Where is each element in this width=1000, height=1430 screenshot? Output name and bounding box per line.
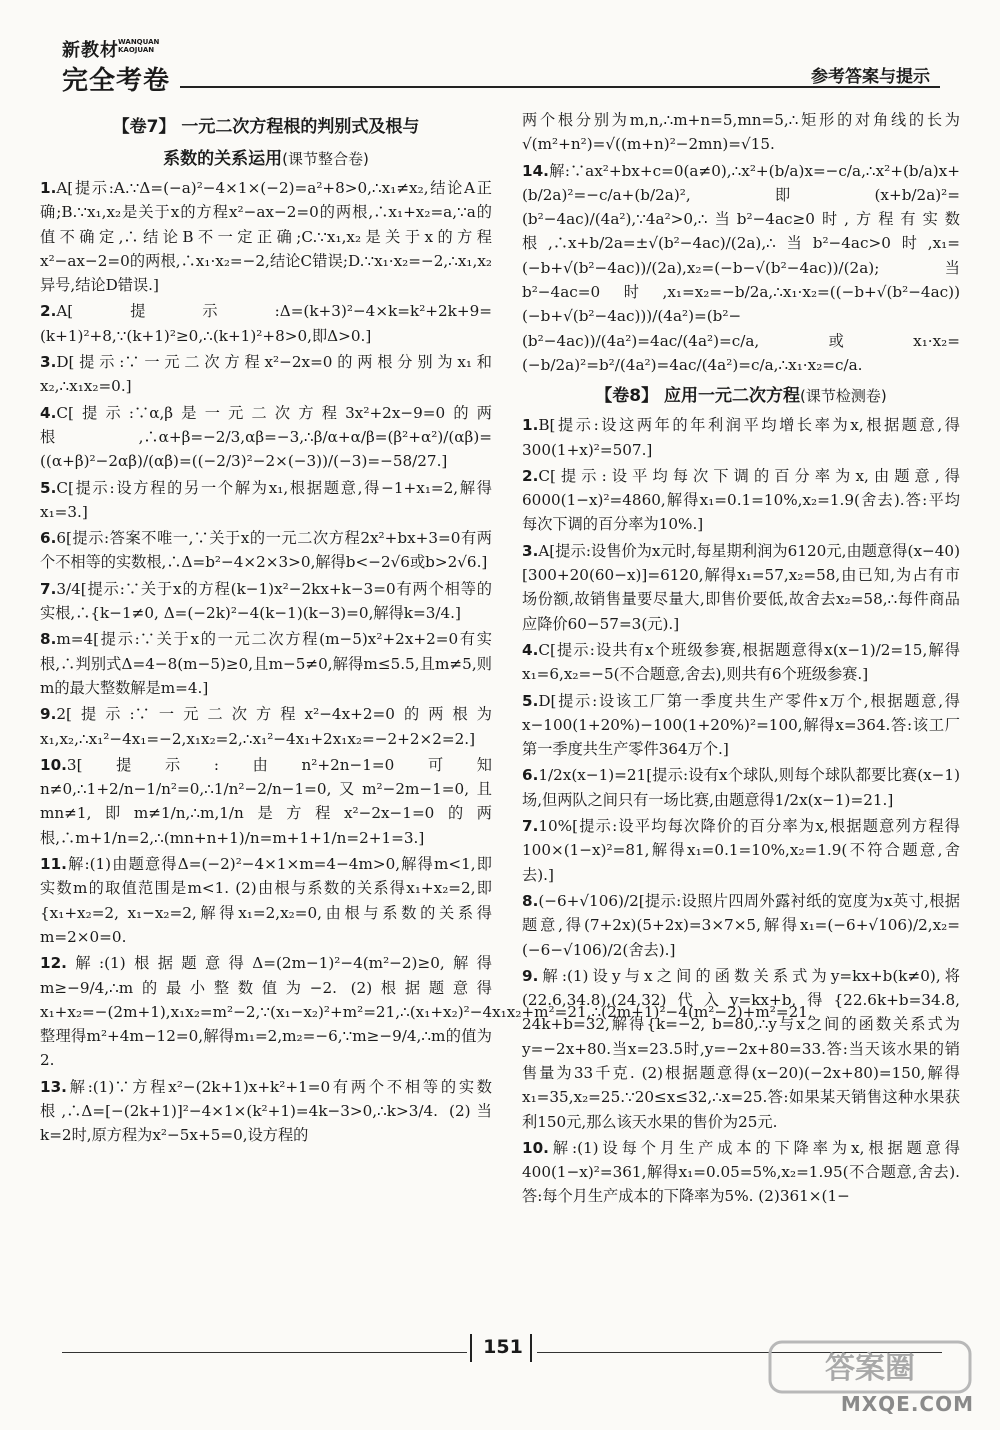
- answer-text: 解:(1)设y与x之间的函数关系式为y=kx+b(k≠0),将(22.6,34.8),(24,32)代入y=kx+b,得{22.6k+b=34.8, 24k+b=32,解得{k=−2, b=80,∴y与x之间的函数关系式为y=−2x+80.当x=23.5时,y=−2x+80=33.答:当天该水果的销售量为33千克. (2)根据题意得(x−20)(−2x+80)=150,解得x₁=35,x₂=25.∵20≤x≤32,∴x=25.答:如果某天销售这种水果获利150元,那么该天水果的售价为25元.: [522, 966, 960, 1131]
- answer-number: 8.: [522, 891, 539, 910]
- right-items-a: [522, 108, 960, 377]
- answer-item: [40, 476, 492, 525]
- answer-item: [40, 951, 813, 1072]
- answer-number: 5.: [522, 691, 539, 710]
- answer-text: 2[提示:∵一元二次方程x²−4x+2=0的两根为x₁,x₂,∴x₁²−4x₁=−2,x₁x₂=2,∴x₁²−4x₁+2x₁x₂=−2+2×2=2.]: [40, 705, 492, 748]
- answer-item: [522, 964, 960, 1134]
- footer-bar-right: [530, 1334, 532, 1362]
- page-header: [0, 0, 1000, 100]
- answer-number: 4.: [40, 403, 57, 422]
- answer-item: [522, 889, 960, 962]
- answer-number: 6.: [522, 766, 539, 785]
- answer-text: C[提示:∵α,β是一元二次方程3x²+2x−9=0的两根,∴α+β=−2/3,αβ=−3,∴β/α+α/β=(β²+α²)/(αβ)=((α+β)²−2αβ)/(αβ)=((−2/3)²−2×(−3))/(−3)=−58/27.]: [40, 403, 492, 471]
- answer-number: 7.: [522, 817, 539, 836]
- answer-text: 10%[提示:设平均每次降价的百分率为x,根据题意列方程得100×(1−x)²=81,解得x₁=0.1=10%,x₂=1.9(不符合题意,舍去).]: [522, 817, 960, 884]
- answer-item: [40, 1075, 492, 1148]
- answer-item: [522, 413, 960, 462]
- answer-text: C[提示:设共有x个班级参赛,根据题意得x(x−1)/2=15,解得x₁=6,x₂=−5(不合题意,舍去),则共有6个班级参赛.]: [522, 640, 960, 684]
- answer-number: 3.: [40, 353, 57, 372]
- section-title-7-line2: [40, 144, 492, 174]
- answer-item: [40, 702, 492, 751]
- answer-number: 10.: [522, 1138, 549, 1157]
- answer-item: [522, 108, 960, 157]
- answer-item: [40, 350, 492, 399]
- answer-item: [522, 814, 960, 887]
- brand-pinyin: [118, 38, 159, 54]
- answer-text: 解:(1)设每个月生产成本的下降率为x,根据题意得400(1−x)²=361,解得x₁=0.05=5%,x₂=1.95(不合题意,舍去).答:每个月生产成本的下降率为5%. (2)361×(1−: [522, 1138, 960, 1206]
- footer-rule-left: [62, 1352, 467, 1353]
- section-title-7-sub: (课节整合卷): [282, 150, 369, 168]
- answer-item: [522, 464, 960, 537]
- answer-item: [40, 526, 492, 575]
- header-section-title: 参考答案与提示: [811, 67, 930, 87]
- answer-text: B[提示:设这两年的年利润平均增长率为x,根据题意,得300(1+x)²=507.]: [522, 416, 960, 459]
- answer-text: 1/2x(x−1)=21[提示:设有x个球队,则每个球队都要比赛(x−1)场,但两队之间只有一场比赛,由题意得1/2x(x−1)=21.]: [522, 766, 960, 809]
- footer-bar-left: [470, 1334, 472, 1362]
- page-number: 151: [483, 1336, 523, 1358]
- watermark-text: MXQE.COM: [840, 1392, 974, 1416]
- section-title-8-main: 【卷8】 应用一元二次方程: [595, 386, 801, 407]
- answer-text: C[提示:设方程的另一个解为x₁,根据题意,得−1+x₁=2,解得x₁=3.]: [40, 478, 492, 521]
- brand-logo: 完全考卷: [62, 66, 171, 96]
- answer-text: 解:∵ax²+bx+c=0(a≠0),∴x²+(b/a)x=−c/a,∴x²+(b/a)x+(b/2a)²=−c/a+(b/2a)²,即(x+b/2a)²=(b²−4ac)/(4a²),∵4a²>0,∴当b²−4ac≥0时,方程有实数根,∴x+b/2a=±√(b²−4ac)/(2a),∴当b²−4ac>0时,x₁=(−b+√(b²−4ac))/(2a),x₂=(−b−√(b²−4ac))/(2a);当b²−4ac=0时,x₁=x₂=−b/2a,∴x₁·x₂=((−b+√(b²−4ac))(−b+√(b²−4ac)))/(4a²)=(b²−(b²−4ac))/(4a²)=4ac/(4a²)=c/a,或x₁·x₂=(−b/2a)²=b²/(4a²)=4ac/(4a²)=c/a,∴x₁·x₂=c/a.: [522, 161, 960, 374]
- brand-top: 新教材: [62, 40, 119, 61]
- section-title-7-main: 系数的关系运用: [163, 149, 283, 169]
- section-title-8: [522, 381, 960, 411]
- answer-item: [522, 689, 960, 762]
- answer-text: 解:(1)由题意得Δ=(−2)²−4×1×m=4−4m>0,解得m<1,即实数m的取值范围是m<1. (2)由根与系数的关系得x₁+x₂=2,即{x₁+x₂=2, x₁−x₂=2,解得x₁=2,x₂=0,由根与系数的关系得m=2×0=0.: [40, 855, 492, 946]
- answer-item: [522, 159, 960, 378]
- answer-item: [522, 539, 960, 636]
- answer-text: (−6+√106)/2[提示:设照片四周外露衬纸的宽度为x英寸,根据题意,得(7+2x)(5+2x)=3×7×5,解得x₁=(−6+√106)/2,x₂=(−6−√106)/2(舍去).]: [522, 891, 960, 959]
- right-column: [522, 108, 960, 1211]
- answer-item: [522, 763, 960, 812]
- answer-number: 4.: [522, 640, 539, 659]
- answer-number: 13.: [40, 1077, 67, 1096]
- answer-item: [40, 627, 492, 700]
- answer-text: 6[提示:答案不唯一,∵关于x的一元二次方程2x²+bx+3=0有两个不相等的实数根,∴Δ=b²−4×2×3>0,解得b<−2√6或b>2√6.]: [40, 529, 492, 572]
- answer-number: 1.: [522, 416, 539, 435]
- answer-text: C[提示:设平均每次下调的百分率为x,由题意,得6000(1−x)²=4860,解得x₁=0.1=10%,x₂=1.9(舍去).答:平均每次下调的百分率为10%.]: [522, 466, 960, 534]
- section-title-7-line1: 【卷7】 一元二次方程根的判别式及根与: [112, 117, 420, 137]
- watermark-logo-text: 答案圈: [825, 1351, 915, 1386]
- answer-item: [40, 852, 492, 949]
- answer-number: 5.: [40, 478, 57, 497]
- answer-number: 14.: [522, 161, 549, 180]
- answer-text: D[提示:∵一元二次方程x²−2x=0的两根分别为x₁和x₂,∴x₁x₂=0.]: [40, 353, 492, 396]
- answer-number: 2.: [522, 466, 539, 485]
- answer-number: 12.: [40, 954, 67, 973]
- answer-text: A[提示:Δ=(k+3)²−4×k=k²+2k+9=(k+1)²+8,∵(k+1)²≥0,∴(k+1)²+8>0,即Δ>0.]: [40, 302, 492, 345]
- brand-pinyin-1: WANQUAN: [118, 38, 160, 46]
- answer-text: 两个根分别为m,n,∴m+n=5,mn=5,∴矩形的对角线的长为√(m²+n²)=√((m+n)²−2mn)=√15.: [522, 111, 960, 154]
- answer-number: 10.: [40, 755, 67, 774]
- answer-text: 3/4[提示:∵关于x的方程(k−1)x²−2kx+k−3=0有两个相等的实根,∴{k−1≠0, Δ=(−2k)²−4(k−1)(k−3)=0,解得k=3/4.]: [40, 579, 492, 623]
- answer-text: 解:(1)根据题意得Δ=(2m−1)²−4(m²−2)≥0,解得m≥−9/4,∴m的最小整数值为−2. (2)根据题意得x₁+x₂=−(2m+1),x₁x₂=m²−2,∵(x₁−x₂)²+m²=21,∴(x₁+x₂)²−4x₁x₂+m²=21,∴(2m+1)²−4(m²−2)+m²=21,整理得m²+4m−12=0,解得m₁=2,m₂=−6,∵m≥−9/4,∴m的值为2.: [40, 954, 813, 1070]
- answer-number: 6.: [40, 529, 57, 548]
- answer-number: 2.: [40, 302, 57, 321]
- answer-item: [40, 299, 492, 348]
- answer-text: 解:(1)∵方程x²−(2k+1)x+k²+1=0有两个不相等的实数根,∴Δ=[−(2k+1)]²−4×1×(k²+1)=4k−3>0,∴k>3/4. (2)当k=2时,原方程为x²−5x+5=0,设方程的: [40, 1077, 492, 1145]
- answer-number: 9.: [40, 705, 57, 724]
- answer-item: [40, 401, 492, 474]
- answer-text: A[提示:设售价为x元时,每星期利润为6120元,由题意得(x−40)[300+20(60−x)]=6120,解得x₁=57,x₂=58,由已知,为占有市场份额,故销售量要尽量大,即售价要低,故舍去x₂=58,∴每件商品应降价60−57=3(元).]: [522, 541, 960, 633]
- answer-item: [40, 577, 492, 626]
- answer-number: 7.: [40, 579, 57, 598]
- answer-number: 11.: [40, 855, 67, 874]
- answer-number: 8.: [40, 630, 57, 649]
- answer-number: 9.: [522, 966, 539, 985]
- brand-pinyin-2: KAOJUAN: [118, 46, 155, 54]
- answer-text: 3[提示:由n²+2n−1=0可知n≠0,∴1+2/n−1/n²=0,∴1/n²−2/n−1=0,又m²−2m−1=0,且mn≠1,即m≠1/n,∴m,1/n是方程x²−2x−1=0的两根,∴m+1/n=2,∴(mn+n+1)/n=m+1+1/n=2+1=3.]: [40, 755, 492, 847]
- answer-text: A[提示:A.∵Δ=(−a)²−4×1×(−2)=a²+8>0,∴x₁≠x₂,结论A正确;B.∵x₁,x₂是关于x的方程x²−ax−2=0的两根,∴x₁+x₂=a,∵a的值不确定,∴结论B不一定正确;C.∵x₁,x₂是关于x的方程x²−ax−2=0的两根,∴x₁·x₂=−2,结论C错误;D.∵x₁·x₂=−2,∴x₁,x₂异号,结论D错误.]: [40, 179, 492, 295]
- section-title-8-sub: (课节检测卷): [800, 387, 887, 406]
- answer-text: D[提示:设该工厂第一季度共生产零件x万个,根据题意,得x−100(1+20%)−100(1+20%)²=100,解得x=364.答:该工厂第一季度共生产零件364万个.]: [522, 691, 960, 759]
- answer-number: 3.: [522, 541, 539, 560]
- answer-item: [522, 1136, 960, 1209]
- right-items-b: [522, 413, 960, 1209]
- answer-text: m=4[提示:∵关于x的一元二次方程(m−5)x²+2x+2=0有实根,∴判别式Δ=4−8(m−5)≥0,且m−5≠0,解得m≤5.5,且m≠5,则m的最大整数解是m=4.]: [40, 630, 492, 697]
- answer-item: [522, 638, 960, 687]
- answer-item: [40, 176, 492, 297]
- answer-number: 1.: [40, 179, 57, 197]
- answer-item: [40, 753, 492, 850]
